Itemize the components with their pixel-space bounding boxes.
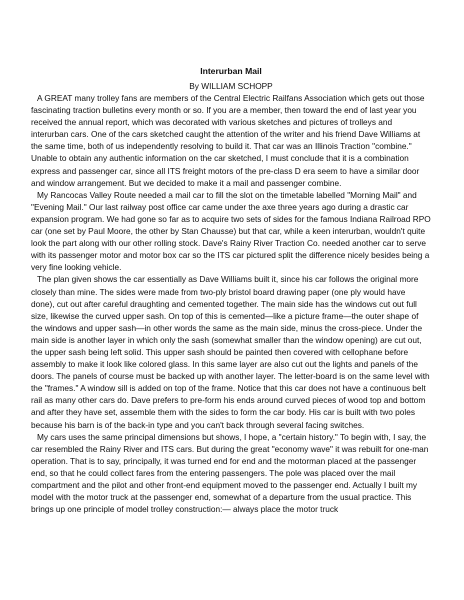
document-page [31,66,431,515]
paragraph-intro: A GREAT many trolley fans are members of the Central Electric Railfans Association which gets out those fascinating traction bulletins every month or so. If you are a member, then toward the end of last year you received the annual report, which was decorated with various sketches and pictures of trolleys and interurban cars. One of the cars sketched caught the attention of the writer and his friend Dave Williams at the same time, both of us independently resolving to build it. That car was an Illinois Traction "combine." Unable to obtain any authentic information on the car sketched, I must conclude that it is a combination express and passenger car, since all ITS freight motors of the pre-class D era seem to have a similar door and window arrangement. But we decided to make it a mail and passenger combine. [31,93,425,188]
paragraph-construction: The plan given shows the car essentially as Dave Williams built it, since his car follows the original more closely than mine. The sides were made from two-ply bristol board drawing paper (one ply would have done), cut out after careful draughting and cemented together. The main side has the windows cut out full size, likewise the curved upper sash. On top of this is cemented—like a picture frame—the outer shape of the windows and upper sash—in other words the same as the main side, minus the cross-piece. Under the main side is another layer in which only the sash (somewhat smaller than the window opening) are cut out, the upper sash being left solid. This upper sash should be painted then covered with cellophane before assembly to make it look like colored glass. In this same layer are also cut out the lights and panels of the doors. The panels of course must be backed up with another layer. The letter-board is on the same level with the "frames." A window sill is added on top of the frame. Notice that this car does not have a continuous belt rail as many other cars do. Dave prefers to pre-form his ends around curved pieces of wood top and bottom and after they have set, assemble them with the sides to form the car body. His car is built with two poles because his barn is of the back-in type and you can't back through several facing switches. [31,274,430,430]
paragraph-history: My cars uses the same principal dimensions but shows, I hope, a "certain history." To begin with, I say, the car resembled the Rainy River and ITS cars. But during the great "economy wave" it was rebuilt for one-man operation. That is to say, principally, it was turned end for end and the motorman placed at the passenger end, so that he could collect fares from the entering passengers. The pole was placed over the mail compartment and the pilot and other front-end equipment moved to the passenger end. Actually I built my model with the motor truck at the passenger end, somewhat of a departure from the usual practice. This brings up one principle of model trolley construction:— always place the motor truck [31,431,429,515]
article-title: Interurban Mail [200,66,262,76]
paragraph-mail-car: My Rancocas Valley Route needed a mail car to fill the slot on the timetable labelled "Morning Mail" and "Evening Mail." Our last railway post office car came under the axe three years ago during a drastic car expansion program. We had gone so far as to acquire two sets of sides for the famous Indiana Railroad RPO car (one set by Paul Moore, the other by Stan Chausse) but that car, while a keen interurban, wouldn't quite look the part along with our other rolling stock. Dave's Rainy River Traction Co. needed another car to serve with its passenger motor and motor box car so the ITS car pictured split the difference nicely besides being a very fine looking vehicle. [31,189,431,273]
article-byline: By WILLIAM SCHOPP [189,81,273,91]
